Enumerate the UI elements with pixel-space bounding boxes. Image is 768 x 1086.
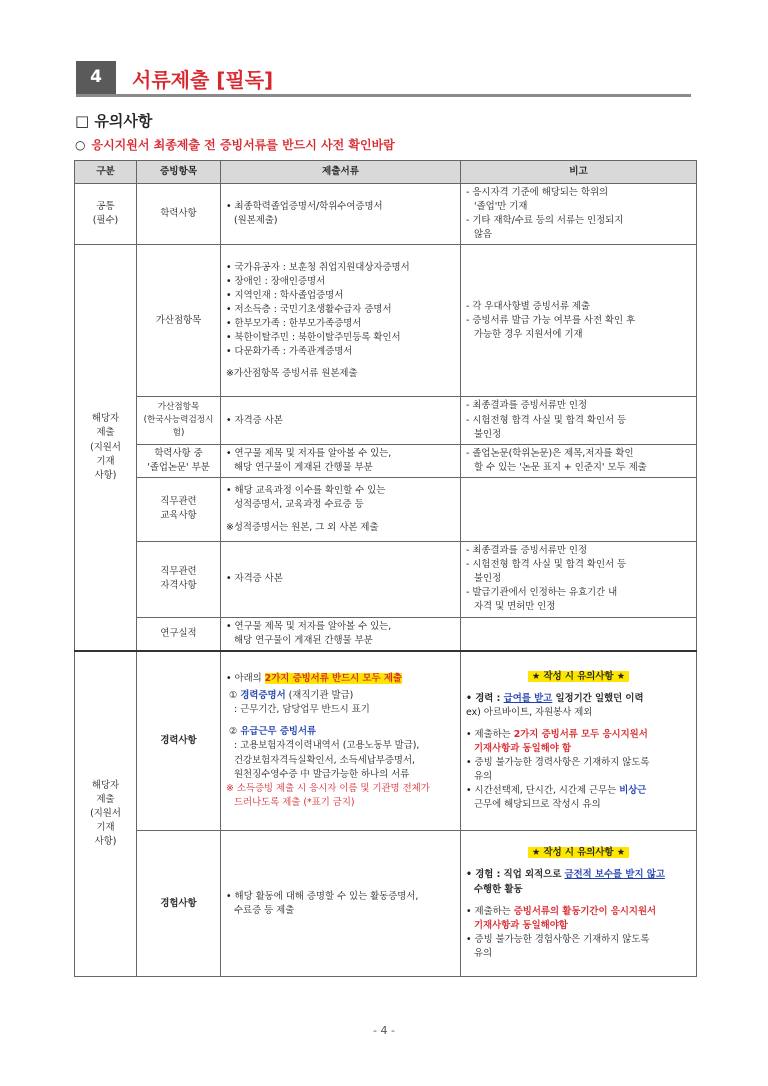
docs-cell: • 자격증 사본 [221, 541, 461, 617]
doc-line: • 장애인 : 장애인증명서 [226, 275, 326, 287]
note-line: • 경험 : 직업 외적으로 금전적 보수를 받지 않고 [466, 869, 665, 881]
doc-line: • 한부모가족 : 한부모가족증명서 [226, 317, 362, 329]
note-line: 가능한 경우 지원서에 기재 [474, 328, 583, 340]
doc-line: • 아래의 2가지 증빙서류 반드시 모두 제출 [226, 673, 402, 684]
docs-cell [221, 617, 461, 651]
table-row [75, 397, 697, 444]
docs-cell [221, 245, 461, 397]
table-row [75, 184, 697, 245]
item-cell: 연구실적 [137, 617, 221, 651]
note-line: - 시험전형 합격 사실 및 합격 확인서 등 [466, 559, 627, 571]
header-category: 구분 [75, 161, 137, 184]
doc-line: • 연구물 제목 및 저자를 알아볼 수 있는, [226, 620, 392, 632]
doc-note: ※가산점항목 증빙서류 원본제출 [226, 368, 358, 380]
docs-cell [221, 477, 461, 541]
item-cell: 학력사항 중 '졸업논문' 부분 [137, 444, 221, 477]
note-line: - 졸업논문(학위논문)은 제목,저자를 확인 [466, 447, 634, 459]
item-cell: 직무관련 자격사항 [137, 541, 221, 617]
table-row [75, 831, 697, 977]
item-cell: 가산점항목 (한국사능력검정시험) [137, 397, 221, 444]
subtitle-text: 응시지원서 최종제출 전 증빙서류를 반드시 사전 확인바람 [91, 138, 395, 152]
note-line: 불인정 [474, 573, 502, 585]
docs-cell [221, 831, 461, 977]
item-cell: 경력사항 [137, 651, 221, 831]
notes-cell [461, 184, 697, 245]
header-rule [76, 94, 691, 97]
caution-banner: ★ 작성 시 유의사항 ★ [466, 670, 691, 684]
notes-cell [461, 541, 697, 617]
table-header-row [75, 161, 697, 184]
doc-note: ※성적증명서는 원본, 그 외 사본 제출 [226, 521, 379, 533]
note-line: - 발급기관에서 인정하는 유효기간 내 [466, 587, 618, 599]
doc-line: • 연구물 제목 및 저자를 알아볼 수 있는, [226, 447, 392, 459]
section-number: 4 [76, 61, 116, 94]
note-line: - 최종결과를 증빙서류만 인정 [466, 544, 587, 556]
item-cell: 경험사항 [137, 831, 221, 977]
doc-line: ② 유급근무 증빙서류 [228, 726, 317, 738]
docs-cell [221, 184, 461, 245]
note-line: - 최종결과를 증빙서류만 인정 [466, 400, 587, 412]
note-line: '졸업'만 기재 [474, 201, 528, 213]
category-cell: 해당자 제출 (지원서 기재 사항) [75, 651, 137, 977]
table-row [75, 541, 697, 617]
section-header [76, 61, 691, 97]
doc-line: • 지역인재 : 학사졸업증명서 [226, 289, 344, 301]
notes-cell [461, 617, 697, 651]
note-line: • 시간선택제, 단시간, 시간제 근무는 비상근 [466, 785, 647, 797]
doc-line: • 국가유공자 : 보훈청 취업지원대상자증명서 [226, 261, 410, 273]
highlight-text: 2가지 증빙서류 반드시 모두 제출 [264, 673, 402, 684]
header-documents: 제출서류 [221, 161, 461, 184]
doc-line: 원천징수영수증 中 발급가능한 하나의 서류 [234, 768, 410, 780]
doc-line: • 다문화가족 : 가족관계증명서 [226, 346, 353, 358]
note-line: - 기타 재학/수료 등의 서류는 인정되지 [466, 215, 624, 227]
doc-line: • 해당 활동에 대해 증명할 수 있는 활동증명서, [226, 890, 419, 902]
doc-line: 건강보험자격득실확인서, 소득세납부증명서, [234, 754, 416, 766]
category-cell: 공통 (필수) [75, 184, 137, 245]
docs-cell [221, 444, 461, 477]
table-row [75, 477, 697, 541]
notes-cell [461, 831, 697, 977]
notes-cell [461, 397, 697, 444]
circle-marker: ○ [75, 138, 86, 152]
note-line: 할 수 있는 '논문 표지 + 인준지' 모두 제출 [474, 461, 647, 473]
note-line: 불인정 [474, 428, 502, 440]
note-line: 수행한 활동 [474, 883, 523, 895]
item-cell: 가산점항목 [137, 245, 221, 397]
notes-cell [461, 444, 697, 477]
documents-table [74, 160, 697, 977]
doc-line: : 고용보험자격이력내역서 (고용노동부 발급), [234, 740, 420, 752]
doc-line: 해당 연구물이 게재된 간행물 부분 [234, 634, 373, 646]
page-number: - 4 - [373, 1024, 395, 1037]
note-line: 기재사항과 동일해야함 [474, 919, 568, 931]
doc-line: • 해당 교육과정 이수를 확인할 수 있는 [226, 485, 386, 497]
item-cell: 직무관련 교육사항 [137, 477, 221, 541]
table-row [75, 651, 697, 831]
note-line: 기재사항과 동일해야 함 [474, 742, 572, 754]
doc-line: • 최종학력졸업증명서/학위수여증명서 [226, 201, 383, 213]
notes-cell [461, 245, 697, 397]
notice-subtitle [75, 136, 395, 153]
doc-line: • 저소득층 : 국민기초생활수급자 증명서 [226, 303, 392, 315]
doc-line: ① 경력증명서 (재직기관 발급) [228, 690, 354, 702]
header-notes: 비고 [461, 161, 697, 184]
doc-warning: ※ 소득증빙 제출 시 응시자 이름 및 기관명 전체가 [226, 782, 430, 794]
docs-cell: • 자격증 사본 [221, 397, 461, 444]
notes-cell [461, 651, 697, 831]
section-title: 서류제출 [필독] [132, 68, 274, 92]
notes-cell [461, 477, 697, 541]
doc-line: • 북한이탈주민 : 북한이탈주민등록 확인서 [226, 332, 401, 344]
note-line: 유의 [474, 771, 493, 783]
note-line: • 제출하는 증빙서류의 활동기간이 응시지원서 [466, 905, 657, 917]
doc-line: 수료증 등 제출 [234, 904, 295, 916]
header-item: 증빙항목 [137, 161, 221, 184]
doc-warning: 드러나도록 제출 (*표기 금지) [234, 796, 355, 808]
note-line: 자격 및 면허만 인정 [474, 601, 556, 613]
caution-banner: ★ 작성 시 유의사항 ★ [466, 846, 691, 860]
note-line: - 시험전형 합격 사실 및 합격 확인서 등 [466, 414, 627, 426]
note-line: • 증빙 불가능한 경력사항은 기재하지 않도록 [466, 757, 650, 769]
note-line: ex) 아르바이트, 자원봉사 제외 [466, 706, 593, 718]
note-line: - 응시자격 기준에 해당되는 학위의 [466, 187, 609, 198]
table-row [75, 444, 697, 477]
notice-heading: □ 유의사항 [75, 112, 153, 130]
docs-cell [221, 651, 461, 831]
note-line: • 제출하는 2가지 증빙서류 모두 응시지원서 [466, 728, 648, 740]
table-row [75, 245, 697, 397]
note-line: - 각 우대사항별 증빙서류 제출 [466, 300, 590, 312]
doc-line: 해당 연구물이 게재된 간행물 부분 [234, 461, 373, 473]
item-cell: 학력사항 [137, 184, 221, 245]
doc-line: (원본제출) [234, 215, 278, 227]
note-line: • 증빙 불가능한 경험사항은 기재하지 않도록 [466, 933, 650, 945]
note-line: 않음 [474, 229, 493, 241]
doc-line: : 근무기간, 담당업무 반드시 표기 [234, 704, 370, 716]
doc-line: 성적증명서, 교육과정 수료증 등 [234, 499, 364, 511]
note-line: 유의 [474, 948, 493, 960]
note-line: • 경력 : 급여를 받고 일정기간 일했던 이력 [466, 692, 644, 704]
note-line: 근무에 해당되므로 작성시 유의 [474, 799, 601, 811]
category-cell: 해당자 제출 (지원서 기재 사항) [75, 245, 137, 651]
note-line: - 증빙서류 발급 가능 여부를 사전 확인 후 [466, 314, 636, 326]
table-row [75, 617, 697, 651]
